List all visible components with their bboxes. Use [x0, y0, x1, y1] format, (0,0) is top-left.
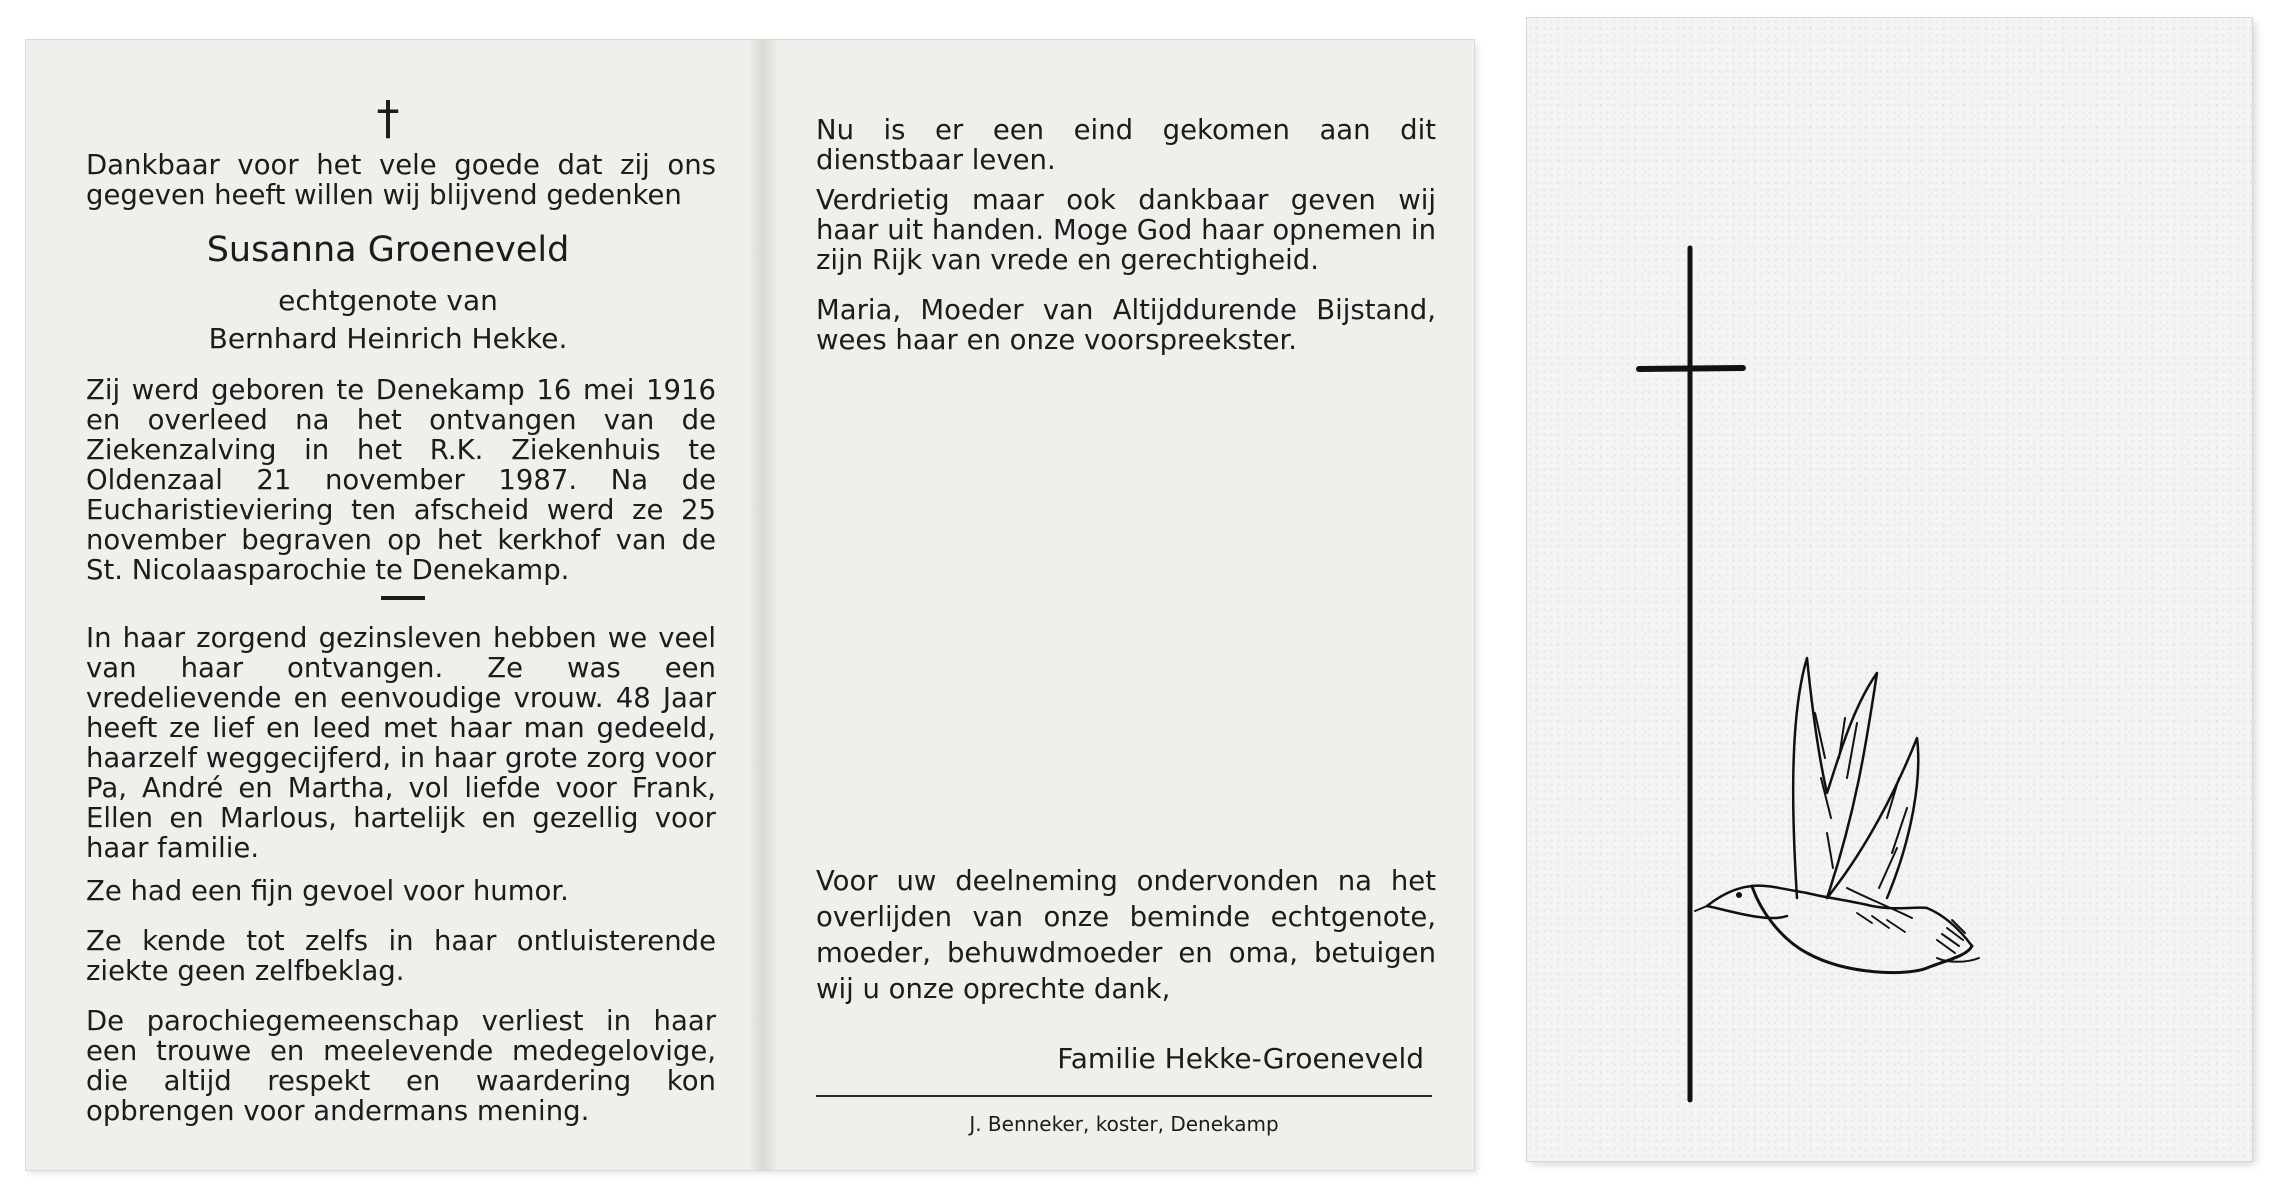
memorial-card-inner-spread [26, 40, 1474, 1170]
memory-paragraph-2: Ze had een fijn gevoel voor humor. [86, 875, 569, 907]
printer-credit: J. Benneker, koster, Denekamp [969, 1112, 1279, 1136]
memorial-card-cover [1527, 18, 2252, 1161]
dove-icon [1695, 658, 1979, 973]
section-divider [381, 596, 425, 600]
memory-paragraph-1: In haar zorgend gezinsleven hebben we veel van haar ontvangen. Ze was een vredelievende en eenvoudige vrouw. 48 Jaar heeft ze lief en leed met haar man gedeeld, haarzelf weggecijferd, in haar grote zorg voor Pa, André en Martha, vol liefde voor Frank, Ellen en Marlous, hartelijk en gezellig voor haar familie. [86, 622, 716, 864]
closing-paragraph-1: Nu is er een eind gekomen aan dit dienstbaar leven. [816, 114, 1436, 176]
prayer-paragraph: Maria, Moeder van Altijddurende Bijstand, wees haar en onze voorspreekster. [816, 294, 1436, 356]
spouse-of-label: echtgenote van [278, 284, 498, 317]
deceased-name: Susanna Groeneveld [206, 230, 570, 270]
spouse-name: Bernhard Heinrich Hekke. [208, 322, 568, 355]
small-cross-icon: † [376, 91, 400, 145]
cross-icon [1639, 248, 1743, 1100]
footer-rule [816, 1095, 1432, 1097]
memory-paragraph-3: Ze kende tot zelfs in haar ontluisterende ziekte geen zelfbeklag. [86, 925, 716, 987]
closing-paragraph-2: Verdrietig maar ook dankbaar geven wij haar uit handen. Moge God haar opnemen in zijn Rijk van vrede en gerechtigheid. [816, 184, 1436, 276]
card-fold [750, 40, 776, 1170]
family-signature: Familie Hekke-Groeneveld [1057, 1042, 1424, 1075]
memory-paragraph-4: De parochiegemeenschap verliest in haar een trouwe en meelevende medegelovige, die altijd respekt en waardering kon opbrengen voor andermans mening. [86, 1005, 716, 1127]
biography-text: Zij werd geboren te Denekamp 16 mei 1916 en overleed na het ontvangen van de Ziekenzalving in het R.K. Ziekenhuis te Oldenzaal 21 november 1987. Na de Eucharistieviering ten afscheid werd ze 25 november begraven op het kerkhof van de St. Nicolaasparochie te Denekamp. [86, 374, 716, 586]
right-page [776, 40, 1474, 1170]
thanks-paragraph: Voor uw deelneming ondervonden na het overlijden van onze beminde echtgenote, moeder, behuwdmoeder en oma, betuigen wij u onze oprechte dank, [816, 865, 1436, 1005]
left-page [26, 40, 750, 1170]
cover-illustration [1527, 18, 2252, 1161]
intro-text: Dankbaar voor het vele goede dat zij ons gegeven heeft willen wij blijvend gedenken [86, 149, 716, 211]
